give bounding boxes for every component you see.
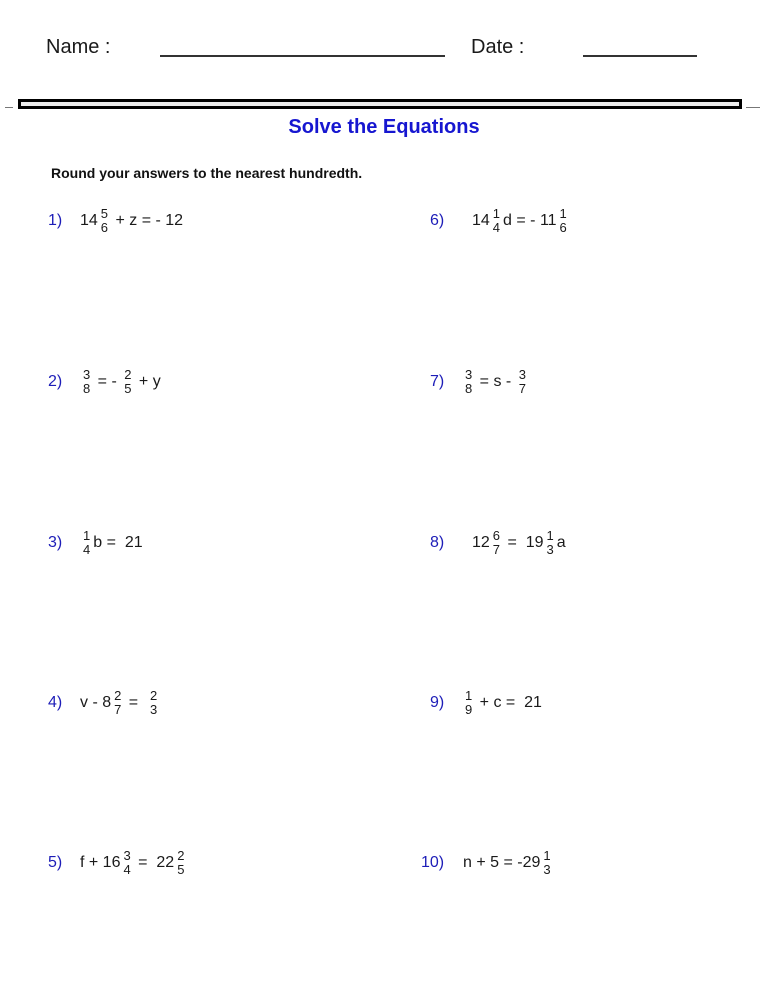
- problem-number: 8): [430, 534, 445, 551]
- instructions: Round your answers to the nearest hundredth.: [51, 165, 363, 181]
- equation: 1 4 b = 21: [83, 528, 143, 557]
- name-field[interactable]: [160, 55, 445, 57]
- fraction: 3 4: [123, 848, 131, 877]
- fraction: 1 9: [465, 688, 473, 717]
- equation: 14 5 6 + z = - 12: [80, 206, 184, 235]
- fraction: 2 7: [114, 688, 122, 717]
- date-field[interactable]: [583, 55, 697, 57]
- problem-8: [430, 523, 566, 563]
- fraction: 2 5: [124, 367, 132, 396]
- fraction: 1 3: [543, 848, 551, 877]
- problem-number: 4): [48, 694, 63, 711]
- problem-number: 9): [430, 694, 445, 711]
- problem-6: [430, 201, 570, 241]
- equation: v - 8 2 7 = 2 3: [80, 688, 158, 717]
- fraction: 1 6: [559, 206, 567, 235]
- fraction: 1 4: [492, 206, 501, 235]
- problem-number: 2): [48, 373, 63, 390]
- fraction: 5 6: [100, 206, 109, 235]
- problem-number: 6): [430, 212, 445, 229]
- problem-number: 1): [48, 212, 63, 229]
- equation: f + 16 3 4 = 22 2 5: [80, 848, 185, 877]
- problem-5: [48, 843, 187, 883]
- fraction: 2 5: [177, 848, 185, 877]
- fraction: 1 4: [83, 528, 91, 557]
- problem-4: [48, 683, 160, 723]
- page-title: Solve the Equations: [288, 116, 480, 138]
- problem-9: [430, 683, 542, 723]
- problem-number: 3): [48, 534, 63, 551]
- problem-3: [48, 523, 143, 563]
- left-tick-mark: [5, 107, 13, 108]
- name-label: Name :: [46, 36, 111, 58]
- equation: 1 9 + c = 21: [465, 688, 542, 717]
- equation: 3 8 = s - 3 7: [465, 367, 526, 396]
- problem-7: [430, 362, 529, 402]
- equation: 3 8 = - 2 5 + y: [83, 367, 161, 396]
- right-tick-mark: [746, 107, 760, 108]
- problem-number: 7): [430, 373, 445, 390]
- problem-number: 10): [421, 854, 445, 871]
- fraction: 1 3: [546, 528, 554, 557]
- fraction: 3 8: [465, 367, 473, 396]
- equation: 12 6 7 = 19 1 3 a: [472, 528, 566, 557]
- equation: n + 5 = -29 1 3: [463, 848, 551, 877]
- header-divider-bar: [18, 99, 742, 109]
- problem-number: 5): [48, 854, 63, 871]
- fraction: 3 8: [83, 367, 91, 396]
- problem-1: [48, 201, 183, 241]
- fraction: 3 7: [518, 367, 526, 396]
- fraction: 6 7: [492, 528, 501, 557]
- problem-10: [421, 843, 554, 883]
- date-label: Date :: [471, 36, 525, 58]
- problem-2: [48, 362, 161, 402]
- fraction: 2 3: [150, 688, 158, 717]
- equation: 14 1 4 d = - 11 1 6: [472, 206, 567, 235]
